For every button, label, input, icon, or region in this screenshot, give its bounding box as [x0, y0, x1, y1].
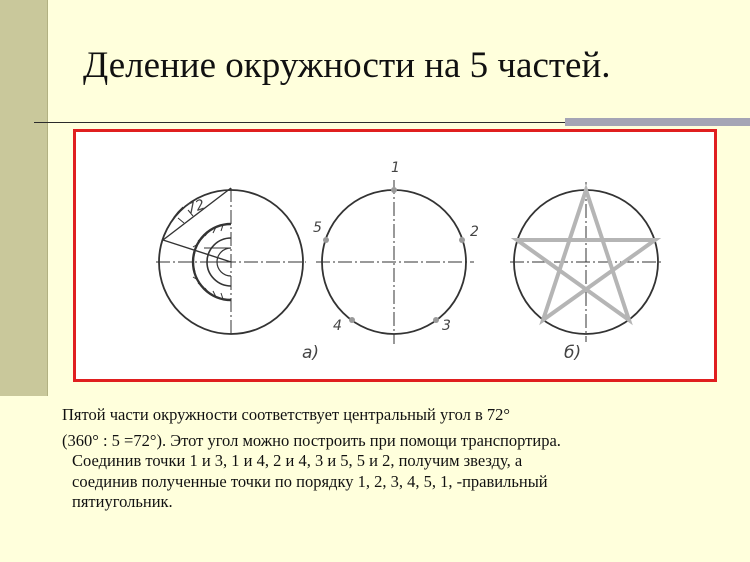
- text-line-5: пятиугольник.: [72, 492, 173, 511]
- slide-title: Деление окружности на 5 частей.: [83, 45, 611, 86]
- description-text: [62, 405, 722, 513]
- circle-star: [510, 182, 664, 342]
- point-3: [433, 317, 439, 323]
- point-label-3: 3: [442, 318, 451, 334]
- left-decor-strip-lower: [0, 398, 47, 562]
- text-line-1: Пятой части окружности соответствует центральный угол в 72°: [62, 405, 510, 424]
- figure-frame: [73, 129, 717, 382]
- text-line-4: соединив полученные точки по порядку 1, 2, 3, 4, 5, 1, -правильный: [72, 471, 548, 491]
- figure-drawing: [76, 132, 714, 379]
- point-2: [459, 237, 465, 243]
- left-decor-strip: [0, 0, 48, 396]
- title-rule-accent: [565, 118, 750, 126]
- point-5: [323, 237, 329, 243]
- text-line-2: (360° : 5 =72°). Этот угол можно построить при помощи транспортира.: [62, 430, 561, 450]
- point-label-2: 2: [470, 224, 479, 240]
- caption-b: б): [564, 343, 582, 363]
- point-label-4: 4: [333, 318, 342, 334]
- point-1: [391, 187, 397, 193]
- point-4: [349, 317, 355, 323]
- caption-a: а): [302, 343, 320, 363]
- point-label-5: 5: [313, 220, 322, 236]
- point-label-1: 1: [391, 160, 400, 176]
- text-line-3: Соединив точки 1 и 3, 1 и 4, 2 и 4, 3 и 5, 5 и 2, получим звезду, а: [72, 451, 523, 470]
- angle-label: 72: [184, 196, 208, 218]
- circle-protractor: [156, 188, 306, 337]
